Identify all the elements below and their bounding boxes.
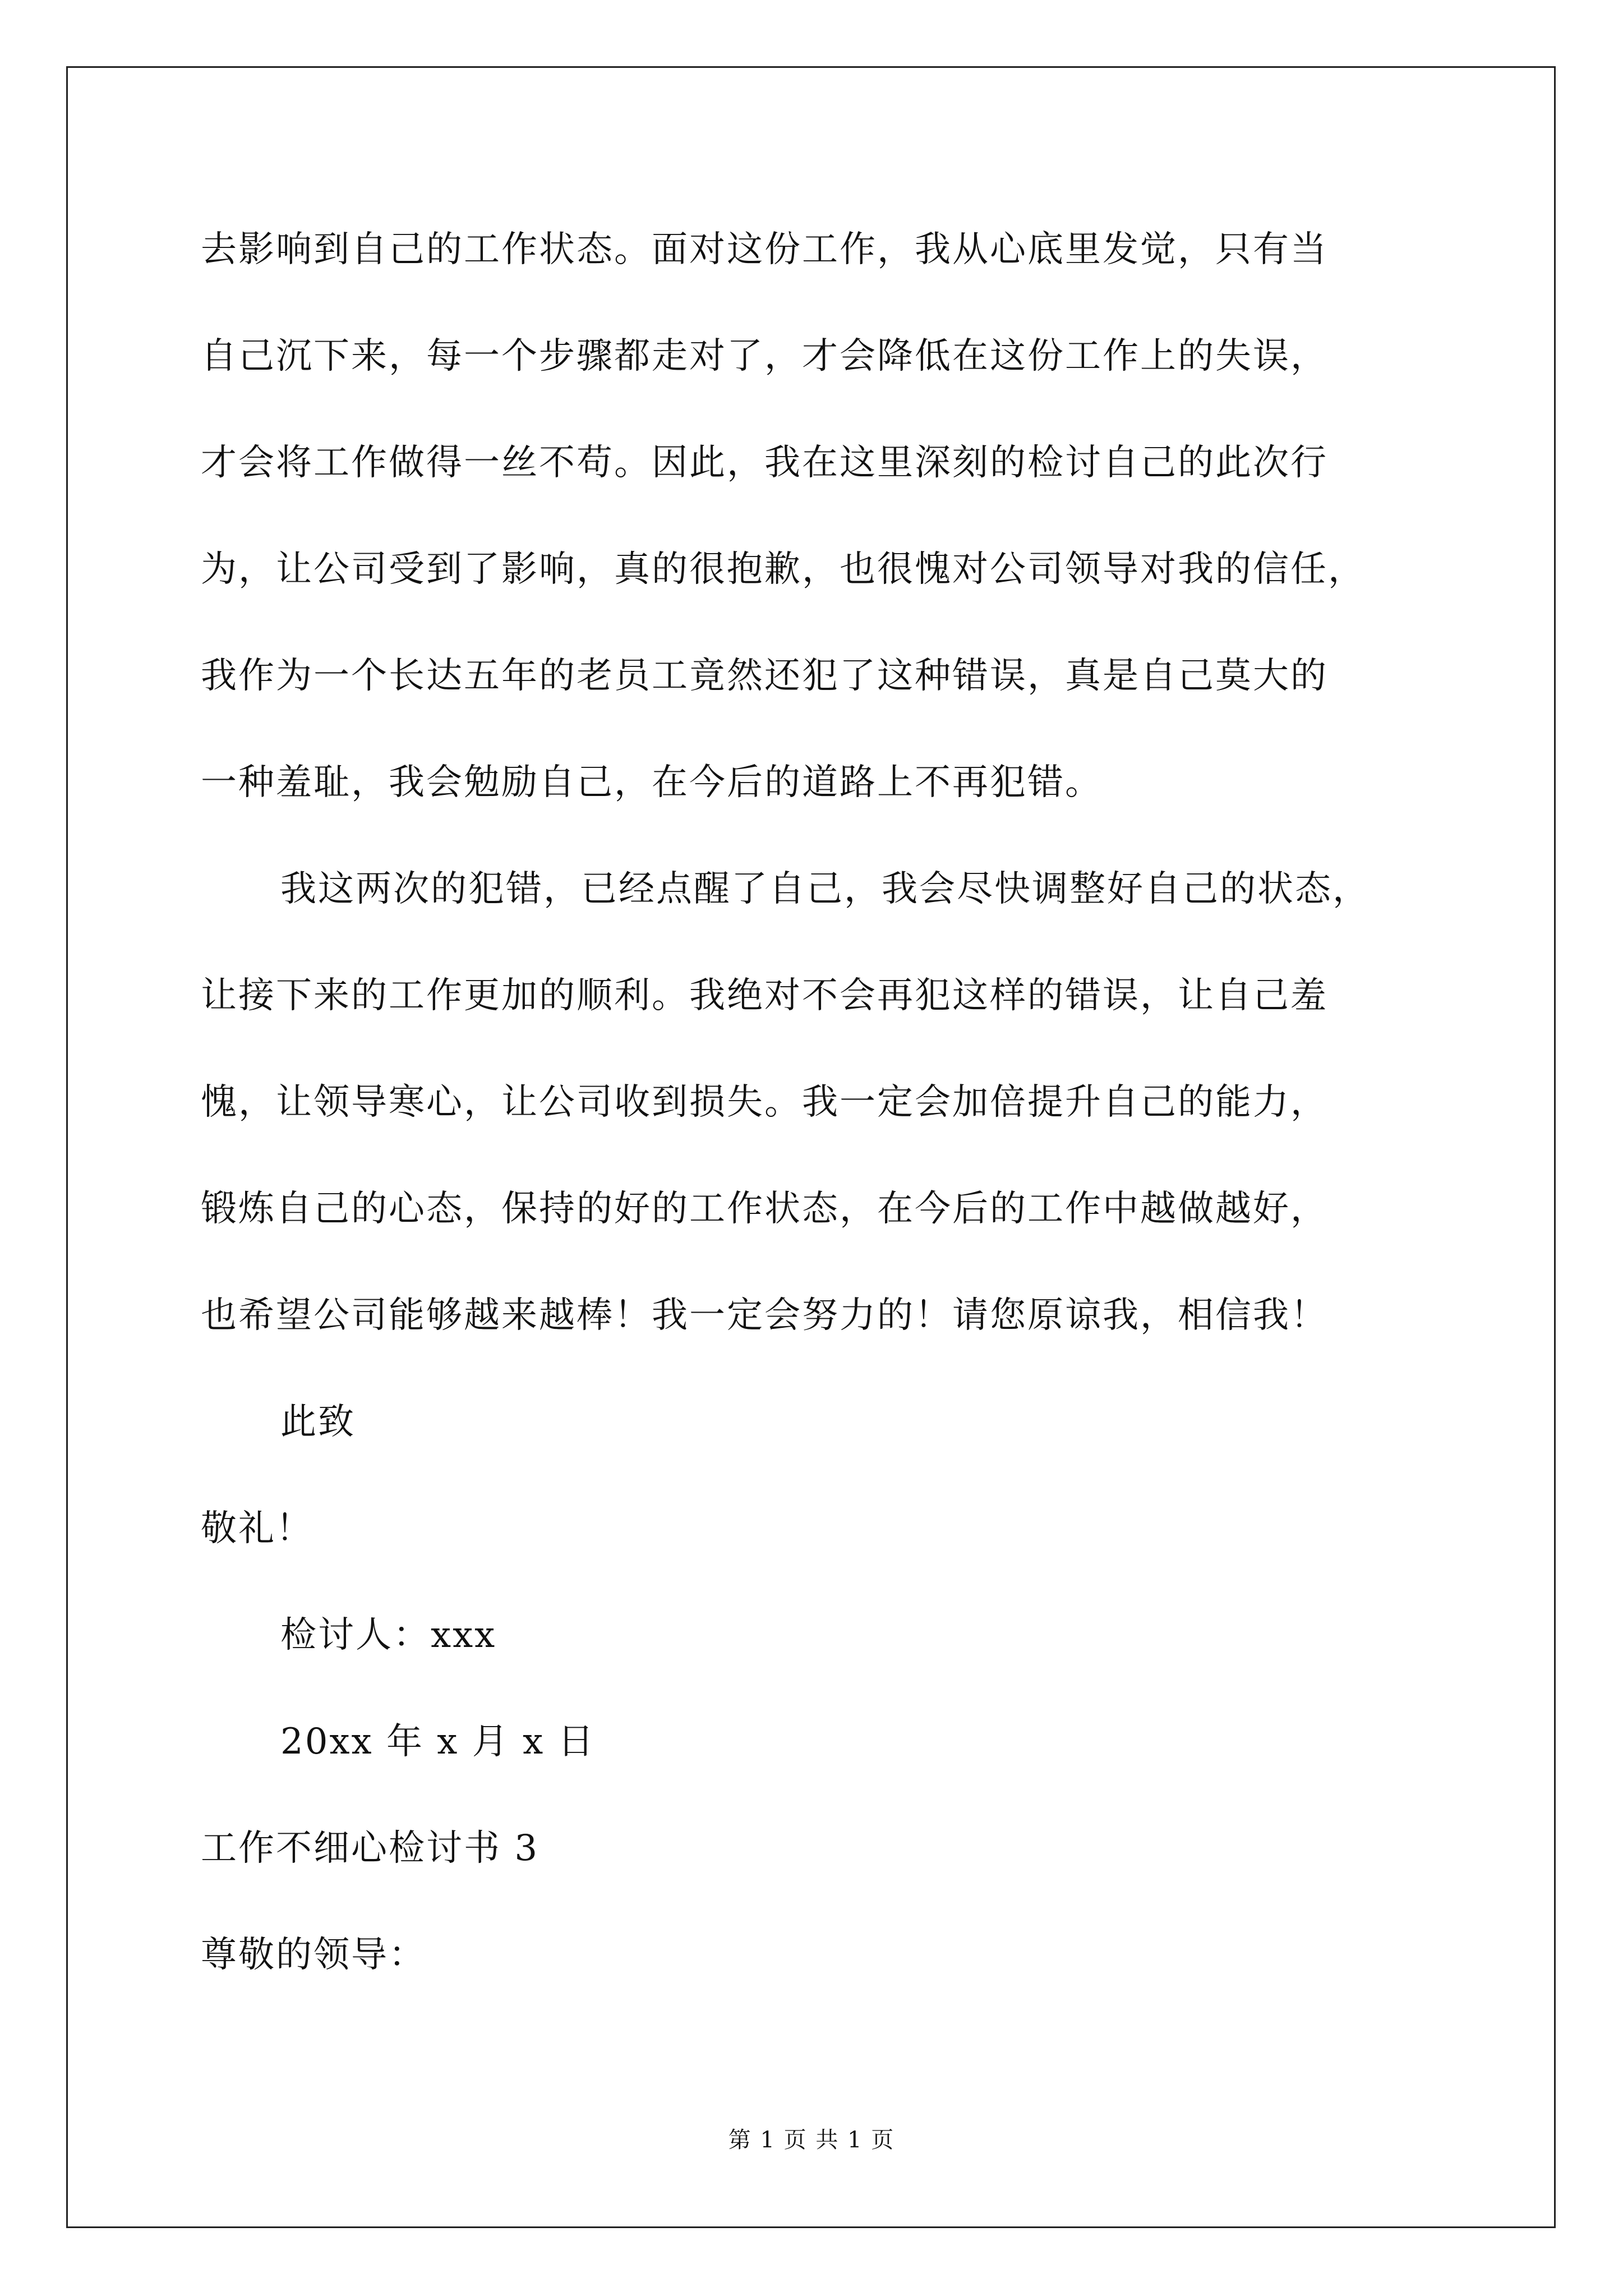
body-line-7: 我这两次的犯错，已经点醒了自己，我会尽快调整好自己的状态， xyxy=(280,868,1370,910)
date-line: 20xx 年 x 月 x 日 xyxy=(280,1721,596,1763)
body-line-8: 让接下来的工作更加的顺利。我绝对不会再犯这样的错误，让自己羞 xyxy=(201,975,1328,1016)
section-title: 工作不细心检讨书 3 xyxy=(201,1828,540,1869)
closing-salutation: 此致 xyxy=(280,1401,356,1443)
body-line-9: 愧，让领导寒心，让公司收到损失。我一定会加倍提升自己的能力， xyxy=(201,1082,1328,1123)
body-line-5: 我作为一个长达五年的老员工竟然还犯了这种错误，真是自己莫大的 xyxy=(201,655,1328,697)
closing-regards: 敬礼！ xyxy=(201,1508,313,1549)
page-footer: 第 1 页 共 1 页 xyxy=(728,2127,895,2153)
page-border xyxy=(66,66,1556,2228)
body-line-4: 为，让公司受到了影响，真的很抱歉，也很愧对公司领导对我的信任， xyxy=(201,549,1366,590)
greeting-line: 尊敬的领导： xyxy=(201,1934,426,1976)
body-line-2: 自己沉下来，每一个步骤都走对了，才会降低在这份工作上的失误， xyxy=(201,335,1328,377)
body-line-10: 锻炼自己的心态，保持的好的工作状态，在今后的工作中越做越好， xyxy=(201,1188,1328,1230)
signatory-line: 检讨人：xxx xyxy=(280,1614,497,1656)
body-line-1: 去影响到自己的工作状态。面对这份工作，我从心底里发觉，只有当 xyxy=(201,229,1328,270)
body-line-11: 也希望公司能够越来越棒！我一定会努力的！请您原谅我，相信我！ xyxy=(201,1295,1328,1336)
body-line-3: 才会将工作做得一丝不苟。因此，我在这里深刻的检讨自己的此次行 xyxy=(201,442,1328,484)
body-line-6: 一种羞耻，我会勉励自己，在今后的道路上不再犯错。 xyxy=(201,762,1103,803)
